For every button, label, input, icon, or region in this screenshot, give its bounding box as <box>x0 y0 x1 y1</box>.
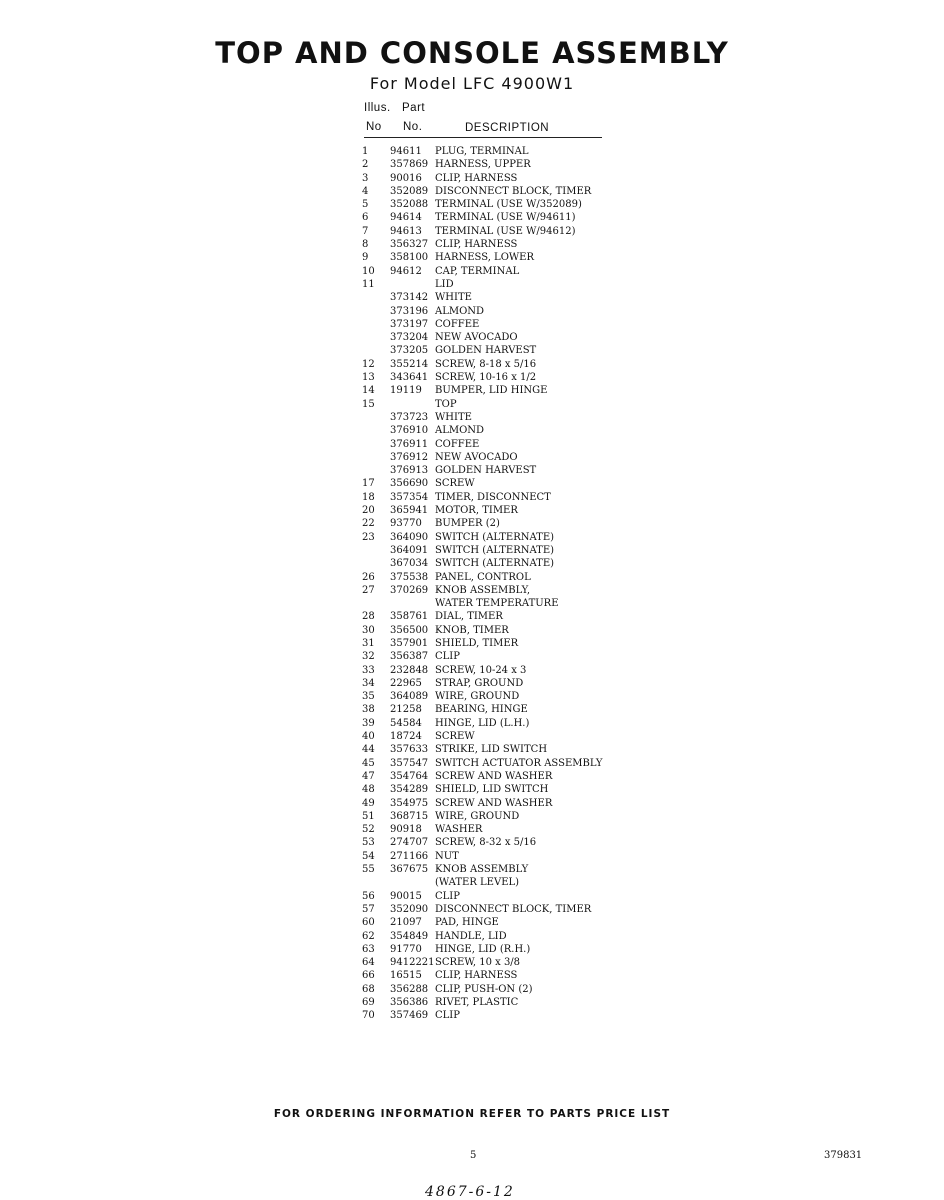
illus-number <box>362 451 390 464</box>
illus-number: 12 <box>362 358 375 370</box>
illus-number: 14 <box>362 385 375 397</box>
parts-row <box>362 185 642 198</box>
illus-number <box>362 438 390 451</box>
illus-number: 47 <box>362 770 375 782</box>
illus-number: 18 <box>362 491 375 503</box>
part-description: SCREW, 8-18 x 5/16 <box>435 358 537 370</box>
part-description: WATER TEMPERATURE <box>435 598 559 610</box>
illus-number: 5 <box>362 199 369 211</box>
part-number: 352088 <box>390 199 429 211</box>
part-number: 93770 <box>390 518 422 530</box>
part-description: HARNESS, UPPER <box>435 159 531 171</box>
part-number: 18724 <box>390 731 422 743</box>
part-description: STRIKE, LID SWITCH <box>435 744 548 756</box>
part-number: 375538 <box>390 571 429 583</box>
parts-row <box>362 903 642 916</box>
part-number: 364089 <box>390 691 429 703</box>
part-description: WASHER <box>435 824 483 836</box>
part-number: 357633 <box>390 744 429 756</box>
part-description: SHIELD, TIMER <box>435 637 519 649</box>
part-number: 358761 <box>390 611 429 623</box>
part-description: CLIP, PUSH-ON (2) <box>435 983 533 995</box>
part-number: 373196 <box>390 305 429 317</box>
part-number: 354289 <box>390 784 429 796</box>
part-number: 357901 <box>390 637 429 649</box>
part-description: KNOB ASSEMBLY, <box>435 584 531 596</box>
part-description: SCREW <box>435 731 475 743</box>
document-number: 379831 <box>824 1150 863 1161</box>
part-number: 356690 <box>390 478 429 490</box>
illus-number: 64 <box>362 957 375 969</box>
part-description: RIVET, PLASTIC <box>435 997 519 1008</box>
parts-row <box>362 411 642 424</box>
part-description: LID <box>435 278 454 290</box>
parts-row <box>362 531 642 544</box>
part-description: KNOB ASSEMBLY <box>435 864 529 876</box>
illus-number: 70 <box>362 1010 375 1022</box>
part-number <box>390 278 435 291</box>
illus-number: 17 <box>362 478 375 490</box>
part-description: CLIP <box>435 1010 460 1022</box>
part-number: 91770 <box>390 943 422 955</box>
part-description: SCREW, 10 x 3/8 <box>435 957 521 969</box>
part-description: TERMINAL (USE W/94612) <box>435 225 576 237</box>
handwritten-note: 4867-6-12 <box>425 1184 515 1200</box>
parts-row <box>362 331 642 344</box>
parts-row <box>362 624 642 637</box>
illus-number <box>362 464 390 477</box>
illus-number: 9 <box>362 252 369 264</box>
part-description: HARNESS, LOWER <box>435 252 534 264</box>
part-description: CLIP, HARNESS <box>435 970 518 982</box>
illus-number: 11 <box>362 278 375 290</box>
part-number: 357354 <box>390 491 429 503</box>
part-number: 19119 <box>390 385 422 397</box>
illus-number: 23 <box>362 531 375 543</box>
illus-number <box>362 411 390 424</box>
illus-number: 15 <box>362 398 375 410</box>
part-number: 356288 <box>390 983 429 995</box>
parts-row <box>362 890 642 903</box>
part-number: 354975 <box>390 797 429 809</box>
parts-row <box>362 464 642 477</box>
parts-row <box>362 251 642 264</box>
part-description: ALMOND <box>435 305 485 317</box>
part-number: 90918 <box>390 824 422 836</box>
parts-row <box>362 637 642 650</box>
part-description: COFFEE <box>435 438 480 450</box>
part-number: 357469 <box>390 1010 429 1022</box>
parts-row <box>362 198 642 211</box>
parts-row <box>362 451 642 464</box>
part-number: 367034 <box>390 558 429 570</box>
illus-number: 27 <box>362 584 375 596</box>
illus-number: 10 <box>362 265 375 277</box>
illus-number: 49 <box>362 797 375 809</box>
illus-number <box>362 424 390 437</box>
illus-number <box>362 876 390 889</box>
page-number: 5 <box>470 1150 477 1161</box>
illus-number: 2 <box>362 159 369 171</box>
parts-row <box>362 158 642 171</box>
part-description: HINGE, LID (L.H.) <box>435 717 530 729</box>
part-description: BUMPER (2) <box>435 518 500 530</box>
part-description: HANDLE, LID <box>435 930 507 942</box>
illus-number: 63 <box>362 943 375 955</box>
part-description: DIAL, TIMER <box>435 611 503 623</box>
parts-row <box>362 823 642 836</box>
part-number: 373205 <box>390 345 429 357</box>
illus-number <box>362 331 390 344</box>
part-number: 367675 <box>390 864 429 876</box>
part-description: KNOB, TIMER <box>435 624 509 636</box>
part-number: 373197 <box>390 318 429 330</box>
parts-row <box>362 703 642 716</box>
illus-number <box>362 318 390 331</box>
part-description: PAD, HINGE <box>435 917 499 929</box>
column-header-description: DESCRIPTION <box>465 122 550 134</box>
parts-row <box>362 930 642 943</box>
part-number: 343641 <box>390 372 429 384</box>
parts-row <box>362 1009 642 1022</box>
part-number: 356386 <box>390 997 429 1008</box>
part-number: 364091 <box>390 544 429 556</box>
part-number <box>390 876 435 889</box>
model-subtitle: For Model LFC 4900W1 <box>369 74 575 93</box>
parts-row <box>362 770 642 783</box>
part-description: WHITE <box>435 292 472 304</box>
parts-row <box>362 504 642 517</box>
parts-row <box>362 172 642 185</box>
part-number: 21258 <box>390 704 422 716</box>
parts-row <box>362 650 642 663</box>
parts-row <box>362 517 642 530</box>
illus-number: 55 <box>362 864 375 876</box>
part-number: 358100 <box>390 252 429 264</box>
illus-number: 28 <box>362 611 375 623</box>
illus-number <box>362 344 390 357</box>
part-number <box>390 597 435 610</box>
column-header-no: No <box>366 121 382 133</box>
part-description: BUMPER, LID HINGE <box>435 385 548 397</box>
parts-row <box>362 238 642 251</box>
part-description: MOTOR, TIMER <box>435 505 518 517</box>
part-description: NEW AVOCADO <box>435 332 518 344</box>
parts-row <box>362 876 642 889</box>
parts-row <box>362 610 642 623</box>
parts-row <box>362 358 642 371</box>
part-description: SCREW, 8-32 x 5/16 <box>435 837 537 849</box>
part-description: SCREW, 10-16 x 1/2 <box>435 372 537 384</box>
illus-number: 35 <box>362 691 375 703</box>
parts-row <box>362 983 642 996</box>
parts-row <box>362 863 642 876</box>
part-number: 16515 <box>390 970 422 982</box>
illus-number: 30 <box>362 624 375 636</box>
part-description: TERMINAL (USE W/352089) <box>435 199 582 211</box>
part-description: WIRE, GROUND <box>435 810 520 822</box>
part-description: NUT <box>435 850 459 862</box>
illus-number: 8 <box>362 239 369 251</box>
part-description: SCREW AND WASHER <box>435 770 553 782</box>
part-description: DISCONNECT BLOCK, TIMER <box>435 185 592 197</box>
illus-number: 22 <box>362 518 375 530</box>
parts-row <box>362 225 642 238</box>
part-description: TOP <box>435 398 457 410</box>
parts-row <box>362 278 642 291</box>
part-description: DISCONNECT BLOCK, TIMER <box>435 903 592 915</box>
parts-row <box>362 969 642 982</box>
part-number: 376911 <box>390 438 429 450</box>
parts-row <box>362 664 642 677</box>
part-description: ALMOND <box>435 425 485 437</box>
parts-row <box>362 305 642 318</box>
illus-number: 52 <box>362 824 375 836</box>
column-header-part-no: No. <box>403 121 423 133</box>
parts-row <box>362 850 642 863</box>
parts-row <box>362 318 642 331</box>
part-description: PLUG, TERMINAL <box>435 146 529 157</box>
part-number: 356387 <box>390 651 429 663</box>
part-description: WIRE, GROUND <box>435 691 520 703</box>
page-title: TOP AND CONSOLE ASSEMBLY <box>215 36 729 70</box>
part-number: 90015 <box>390 890 422 902</box>
part-description: GOLDEN HARVEST <box>435 345 537 357</box>
part-description: TERMINAL (USE W/94611) <box>435 212 576 224</box>
illus-number: 31 <box>362 637 375 649</box>
parts-row <box>362 438 642 451</box>
header-rule <box>364 137 602 138</box>
illus-number: 60 <box>362 917 375 929</box>
part-description: PANEL, CONTROL <box>435 571 531 583</box>
part-number: 376910 <box>390 425 429 437</box>
part-number: 90016 <box>390 172 422 184</box>
parts-row <box>362 398 642 411</box>
parts-row <box>362 265 642 278</box>
part-number: 352089 <box>390 185 429 197</box>
part-description: CAP, TERMINAL <box>435 265 520 277</box>
illus-number: 48 <box>362 784 375 796</box>
part-number <box>390 398 435 411</box>
column-header-illus: Illus. <box>364 102 391 114</box>
part-number: 22965 <box>390 677 422 689</box>
parts-row <box>362 943 642 956</box>
parts-row <box>362 291 642 304</box>
part-number: 356327 <box>390 239 429 251</box>
part-description: CLIP, HARNESS <box>435 239 518 251</box>
illus-number <box>362 557 390 570</box>
part-number: 355214 <box>390 358 429 370</box>
part-number: 21097 <box>390 917 422 929</box>
parts-row <box>362 783 642 796</box>
illus-number: 44 <box>362 744 375 756</box>
parts-row <box>362 571 642 584</box>
part-number: 352090 <box>390 903 429 915</box>
part-number: 94611 <box>390 146 422 157</box>
part-description: WHITE <box>435 411 472 423</box>
part-number: 9412221 <box>390 957 435 969</box>
part-description: CLIP, HARNESS <box>435 172 518 184</box>
parts-row <box>362 211 642 224</box>
illus-number: 62 <box>362 930 375 942</box>
illus-number <box>362 544 390 557</box>
parts-row <box>362 757 642 770</box>
part-number: 373723 <box>390 411 429 423</box>
illus-number: 51 <box>362 810 375 822</box>
part-number: 271166 <box>390 850 429 862</box>
parts-row <box>362 344 642 357</box>
part-number: 376913 <box>390 465 429 477</box>
illus-number: 69 <box>362 997 375 1008</box>
part-description: SWITCH ACTUATOR ASSEMBLY <box>435 757 603 769</box>
part-number: 94613 <box>390 225 422 237</box>
part-number: 364090 <box>390 531 429 543</box>
part-description: NEW AVOCADO <box>435 451 518 463</box>
part-number: 376912 <box>390 451 429 463</box>
parts-row <box>362 797 642 810</box>
parts-row <box>362 916 642 929</box>
parts-row <box>362 597 642 610</box>
parts-row <box>362 836 642 849</box>
illus-number: 68 <box>362 983 375 995</box>
illus-number: 34 <box>362 677 375 689</box>
illus-number: 56 <box>362 890 375 902</box>
parts-row <box>362 145 642 158</box>
part-number: 370269 <box>390 584 429 596</box>
part-number: 232848 <box>390 664 429 676</box>
ordering-note: FOR ORDERING INFORMATION REFER TO PARTS PRICE LIST <box>273 1108 671 1120</box>
parts-row <box>362 956 642 969</box>
part-description: SCREW, 10-24 x 3 <box>435 664 527 676</box>
illus-number: 6 <box>362 212 369 224</box>
part-description: SWITCH (ALTERNATE) <box>435 558 555 570</box>
illus-number: 33 <box>362 664 375 676</box>
part-description: SCREW <box>435 478 475 490</box>
column-header-part: Part <box>402 102 426 114</box>
part-number: 356500 <box>390 624 429 636</box>
illus-number: 7 <box>362 225 369 237</box>
part-description: CLIP <box>435 890 460 902</box>
part-description: CLIP <box>435 651 460 663</box>
part-number: 357547 <box>390 757 429 769</box>
part-number: 373204 <box>390 332 429 344</box>
parts-row <box>362 557 642 570</box>
parts-row <box>362 996 642 1009</box>
part-number: 373142 <box>390 292 429 304</box>
part-description: STRAP, GROUND <box>435 677 524 689</box>
part-description: BEARING, HINGE <box>435 704 528 716</box>
illus-number: 3 <box>362 172 369 184</box>
illus-number: 13 <box>362 372 375 384</box>
part-number: 54584 <box>390 717 422 729</box>
illus-number: 32 <box>362 651 375 663</box>
parts-row <box>362 584 642 597</box>
part-description: SHIELD, LID SWITCH <box>435 784 549 796</box>
part-number: 354849 <box>390 930 429 942</box>
parts-row <box>362 544 642 557</box>
parts-row <box>362 491 642 504</box>
parts-row <box>362 424 642 437</box>
illus-number: 39 <box>362 717 375 729</box>
illus-number: 54 <box>362 850 375 862</box>
illus-number: 53 <box>362 837 375 849</box>
parts-row <box>362 371 642 384</box>
parts-row <box>362 810 642 823</box>
illus-number: 4 <box>362 185 369 197</box>
parts-row <box>362 730 642 743</box>
illus-number: 45 <box>362 757 375 769</box>
part-description: SWITCH (ALTERNATE) <box>435 531 555 543</box>
illus-number: 38 <box>362 704 375 716</box>
part-description: SCREW AND WASHER <box>435 797 553 809</box>
part-number: 94612 <box>390 265 422 277</box>
parts-row <box>362 743 642 756</box>
part-description: SWITCH (ALTERNATE) <box>435 544 555 556</box>
part-number: 368715 <box>390 810 429 822</box>
parts-row <box>362 677 642 690</box>
parts-row <box>362 384 642 397</box>
illus-number: 26 <box>362 571 375 583</box>
illus-number <box>362 597 390 610</box>
part-description: (WATER LEVEL) <box>435 877 520 889</box>
part-description: HINGE, LID (R.H.) <box>435 943 531 955</box>
illus-number: 20 <box>362 505 375 517</box>
part-number: 274707 <box>390 837 429 849</box>
part-description: TIMER, DISCONNECT <box>435 491 551 503</box>
part-number: 365941 <box>390 505 429 517</box>
parts-row <box>362 690 642 703</box>
part-description: GOLDEN HARVEST <box>435 465 537 477</box>
illus-number: 57 <box>362 903 375 915</box>
part-number: 94614 <box>390 212 422 224</box>
parts-row <box>362 477 642 490</box>
illus-number: 66 <box>362 970 375 982</box>
part-number: 354764 <box>390 770 429 782</box>
illus-number: 1 <box>362 146 369 157</box>
illus-number: 40 <box>362 731 375 743</box>
illus-number <box>362 291 390 304</box>
part-description: COFFEE <box>435 318 480 330</box>
part-number: 357869 <box>390 159 429 171</box>
parts-list <box>362 145 642 1023</box>
parts-row <box>362 717 642 730</box>
illus-number <box>362 305 390 318</box>
